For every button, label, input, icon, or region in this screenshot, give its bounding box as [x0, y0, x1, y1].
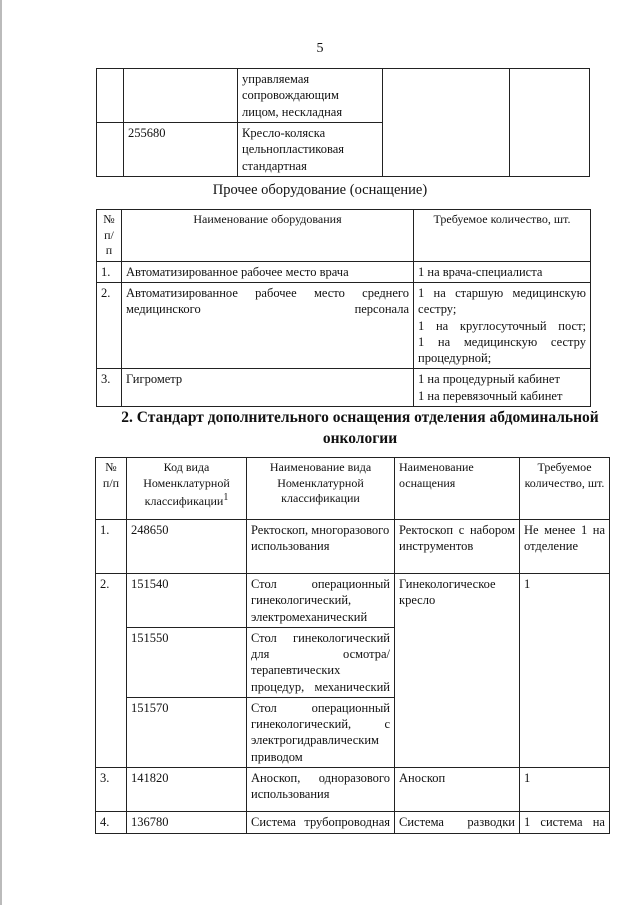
row-qty: Не менее 1 на отделение [520, 520, 610, 574]
col-header-qty: Требуемое количество, шт. [414, 210, 591, 262]
table-row [96, 811, 610, 833]
row-code: 151570 [127, 697, 247, 767]
row-qty: 1 система на [520, 811, 610, 833]
row-qty: 1 [520, 767, 610, 811]
row-kind: Аноскоп, одноразового использования [247, 767, 395, 811]
row-num: 4. [96, 811, 127, 833]
row-code: 141820 [127, 767, 247, 811]
row-name: Автоматизированное рабочее место врача [122, 261, 414, 282]
row-code: 151550 [127, 627, 247, 697]
row-kind: Стол гинекологический для осмотра/терапевтических процедур, механический [247, 627, 395, 697]
table-row [96, 767, 610, 811]
row-num: 3. [96, 767, 127, 811]
row-kind: Ректоскоп, многоразового использования [247, 520, 395, 574]
col-header-qty: Требуемое количество, шт. [520, 458, 610, 520]
row-kind: Стол операционный гинекологический, с электрогидравлическим приводом [247, 697, 395, 767]
row-kind: Система трубопроводная [247, 811, 395, 833]
section-heading: 2. Стандарт дополнительного оснащения отделения абдоминальной онкологии [121, 409, 599, 447]
row-kind: Стол операционный гинекологический, электромеханический [247, 574, 395, 628]
row-code: 248650 [127, 520, 247, 574]
page-number: 5 [316, 41, 324, 56]
row-qty: 1 [520, 574, 610, 768]
row-name: Аноскоп [395, 767, 520, 811]
col-header-name: Наименование оснащения [395, 458, 520, 520]
col-header-num: № п/п [96, 458, 127, 520]
row-code: 151540 [127, 574, 247, 628]
row-name: Автоматизированное рабочее место среднего медицинского персонала [122, 283, 414, 369]
row-num: 2. [96, 574, 127, 768]
additional-equipment-table [95, 457, 610, 834]
col-header-name: Наименование оборудования [122, 210, 414, 262]
table-row [96, 520, 610, 574]
table-row [96, 574, 610, 628]
table-header-row [96, 458, 610, 520]
continuation-table [96, 68, 590, 177]
table-row [97, 369, 591, 407]
row-qty: 1 на процедурный кабинет 1 на перевязочный кабинет [414, 369, 591, 407]
row-qty: 1 на врача-специалиста [414, 261, 591, 282]
row-name: Гигрометр [122, 369, 414, 407]
row-num: 1. [96, 520, 127, 574]
footnote-mark: 1 [223, 492, 229, 504]
row-name: Ректоскоп с набором инструментов [395, 520, 520, 574]
kind-cell: Кресло-коляска цельнопластиковая стандартная [238, 123, 383, 177]
other-equipment-table [96, 209, 591, 407]
row-num: 2. [97, 283, 122, 369]
table-header-row [97, 210, 591, 262]
scan-edge [0, 0, 2, 905]
table-row [97, 69, 590, 123]
code-cell [124, 69, 238, 123]
col-header-code: Код вида Номенклатурной классификации$^1$ [127, 458, 247, 520]
row-qty: 1 на старшую медицинскую сестру; 1 на круглосуточный пост; 1 на медицинскую сестру процедурной; [414, 283, 591, 369]
row-num: 1. [97, 261, 122, 282]
col-header-kind: Наименование вида Номенклатурной классификации [247, 458, 395, 520]
code-cell: 255680 [124, 123, 238, 177]
col-header-num: № п/п [97, 210, 122, 262]
row-num: 3. [97, 369, 122, 407]
section-title: Прочее оборудование (оснащение) [212, 182, 428, 198]
table-row [97, 261, 591, 282]
row-code: 136780 [127, 811, 247, 833]
row-name: Гинекологическое кресло [395, 574, 520, 768]
table-row [97, 283, 591, 369]
kind-cell: управляемая сопровождающим лицом, нескладная [238, 69, 383, 123]
row-name: Система разводки [395, 811, 520, 833]
